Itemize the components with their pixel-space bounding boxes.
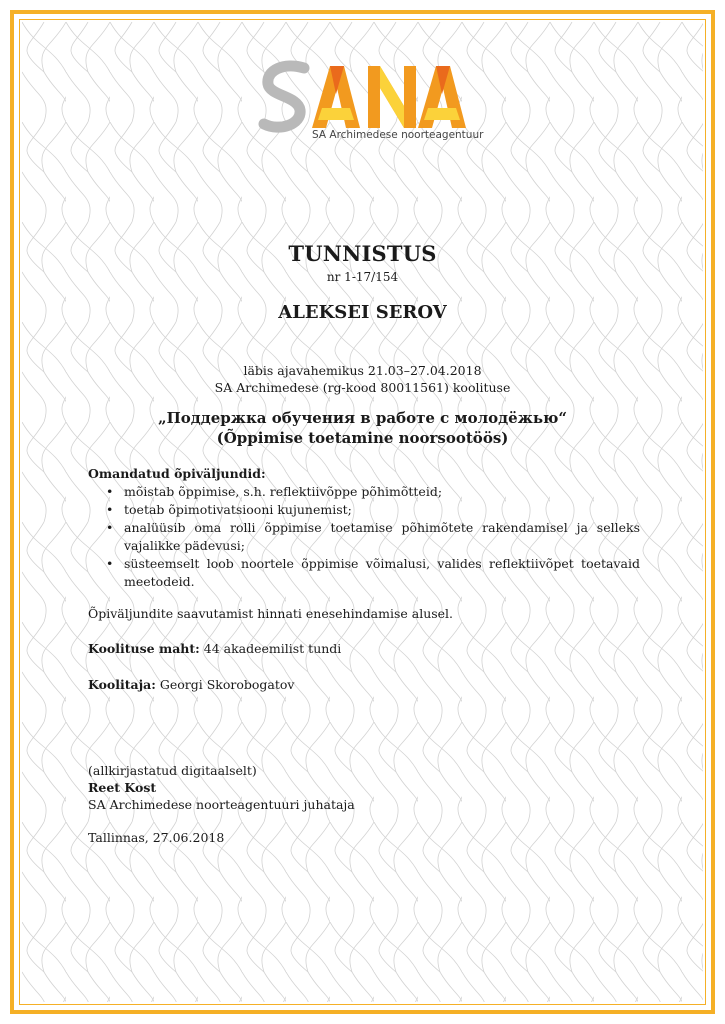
logo-subtitle: SA Archimedese noorteagentuur [312,129,484,141]
list-item: • analüüsib oma rolli õppimise toetamise põhimõtete rakendamisel ja selleks vajalikke pädevusi; [106,520,640,553]
outcomes-heading: Omandatud õpiväljundid: [88,466,266,481]
training-volume-value: 44 akadeemilist tundi [203,641,342,656]
course-title-russian: „Поддержка обучения в работе с молодёжью“ [157,409,568,427]
trainer [88,676,640,694]
bullet-icon: • [106,484,114,499]
signatory-title: SA Archimedese noorteagentuuri juhataja [88,797,355,812]
trainer-label: Koolitaja: [88,677,156,692]
course-title-estonian: (Õppimise toetamine noorsootöös) [216,429,509,447]
training-organizer: SA Archimedese (rg-kood 80011561) koolituse [214,380,511,395]
assessment-note: Õpiväljundite saavutamist hinnati enesehindamise alusel. [88,606,454,621]
bullet-icon: • [106,502,114,517]
training-volume [88,640,640,658]
list-item: • toetab õpimotivatsiooni kujunemist; [106,502,352,517]
place-and-date: Tallinnas, 27.06.2018 [88,830,225,845]
bullet-icon: • [106,556,114,571]
bullet-icon: • [106,520,114,535]
training-volume-label: Koolituse maht: [88,641,200,656]
certificate-title: TUNNISTUS [288,241,437,266]
recipient-name: ALEKSEI SEROV [278,302,447,323]
certificate-number: nr 1-17/154 [326,270,399,284]
list-item: • süsteemselt loob noortele õppimise võimalusi, valides reflektiivõpet toetavaid meetodeid. [106,556,640,589]
training-period: läbis ajavahemikus 21.03–27.04.2018 [243,363,482,378]
list-item: • mõistab õppimise, s.h. reflektiivõppe põhimõtteid; [106,484,443,499]
signature-note: (allkirjastatud digitaalselt) [88,763,257,778]
outcomes-list [88,483,640,591]
signatory-name: Reet Kost [88,780,157,795]
trainer-name: Georgi Skorobogatov [159,677,295,692]
